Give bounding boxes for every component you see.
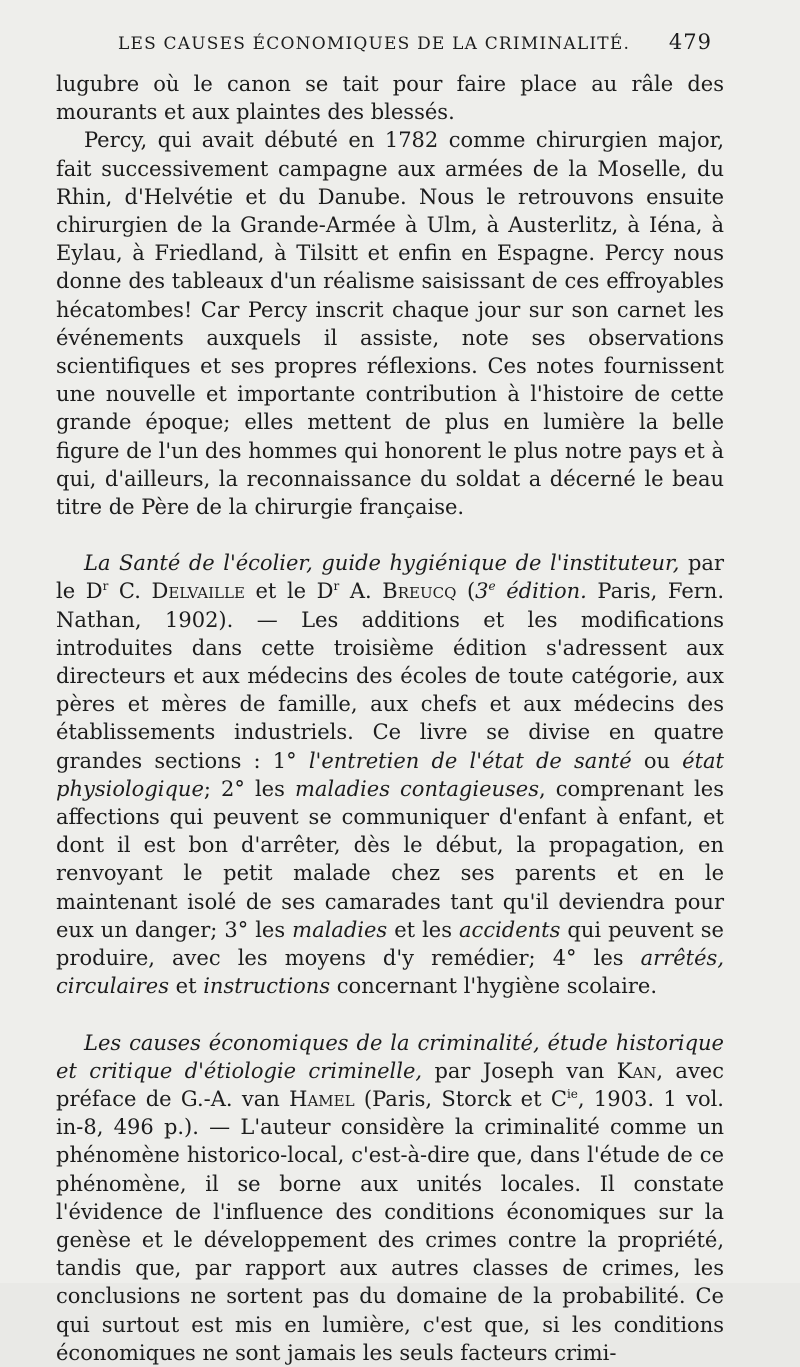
paragraph-continuation: lugubre où le canon se tait pour faire place au râle des mourants et aux plaintes des blessés. [56,72,724,125]
review-text: Paris, Fern. Nathan, 1902). — Les additions et les modifications introduites dans cette troisième édition s'adressent aux directeurs et aux médecins des écoles de toute catégorie, aux pères et mères de famille, aux chefs et aux médecins des établissements industriels. Ce livre se divise en quatre grandes sections : 1° [56,579,724,773]
review-text: et le D [244,579,334,604]
italic-term: état physiologique [56,748,724,801]
superscript: r [102,579,109,594]
italic-term: accidents [459,917,561,942]
review-text: ou [631,748,683,773]
review-text: , comprenant les affections qui peuvent se communiquer d'enfant à enfant, et dont il est bon d'arrêter, dès le début, la propagation, en renvoyant le petit malade chez ses parents et en le maintenant isolé de ses camarades tant qu'il deviendra pour eux un danger; 3° les [56,776,724,942]
author-name: Hamel [289,1086,355,1111]
book-title: Les causes économiques de la criminalité, étude historique et critique d'étiologie criminelle, [56,1030,724,1083]
review-text: (Paris, Storck et C [354,1086,567,1111]
review-text: C. [108,579,152,604]
paragraph-percy: Percy, qui avait débuté en 1782 comme chirurgien major, fait successivement campagne aux armées de la Moselle, du Rhin, d'Helvétie et du Danube. Nous le retrouvons ensuite chirurgien de la Grande-Armée à Ulm, à Austerlitz, à Iéna, à Eylau, à Friedland, à Tilsitt et enfin en Espagne. Percy nous donne des tableaux d'un réalisme saisissant de ces effroyables hécatombes! Car Percy inscrit chaque jour sur son carnet les événements auxquels il assiste, note ses observations scientifiques et ses propres réflexions. Ces notes fournissent une nouvelle et importante contribution à l'histoire de cette grande époque; elles mettent de plus en lumière la belle figure de l'un des hommes qui honorent le plus notre pays et à qui, d'ailleurs, la reconnaissance du soldat a décerné le beau titre de Père de la chirurgie française. [56,128,724,520]
running-head [118,30,712,58]
page-body [56,70,724,1367]
section-gap [56,521,724,549]
italic-term: l'entretien de l'état de santé [308,748,632,773]
review-text: et [169,974,204,999]
review-text: par le D [56,551,724,604]
review-text: , avec préface de G.-A. van [56,1058,724,1111]
superscript: e [488,579,496,594]
review-causes-economiques [56,1029,724,1367]
book-title: La Santé de l'écolier, guide hygiénique de l'instituteur, [84,551,680,576]
edition-number: 3 [475,579,489,604]
italic-term: maladies [292,917,388,942]
italic-term: maladies contagieuses [294,776,540,801]
review-text: par Joseph van [422,1058,617,1083]
edition-word: édition. [495,579,587,604]
italic-term: arrêtés, circulaires [56,946,724,999]
review-sante-ecolier [56,549,724,1000]
review-text: qui peuvent se produire, avec les moyens d'y remédier; 4° les [56,917,724,971]
review-text: ( [456,579,476,604]
running-title: LES CAUSES ÉCONOMIQUES DE LA CRIMINALITÉ. [118,34,631,54]
review-text: A. [339,579,383,604]
review-text: et les [387,917,460,942]
superscript: ie [566,1086,578,1101]
page-number: 479 [668,30,712,54]
section-gap [56,1001,724,1029]
review-text: , 1903. 1 vol. in-8, 496 p.). — L'auteur considère la criminalité comme un phénomène historico-local, c'est-à-dire que, dans l'étude de ce phénomène, il se borne aux unités locales. Il constate l'évidence de l'influence des conditions économiques sur la genèse et le développement des crimes contre la propriété, tandis que, par rapport aux autres classes de crimes, les conclusions ne sortent pas du domaine de la probabilité. Ce qui surtout est mis en lumière, c'est que, si les conditions économiques ne sont jamais les seuls facteurs crimi- [56,1086,724,1365]
author-name: Breucq [382,579,457,604]
author-name: Delvaille [151,579,245,604]
italic-term: instructions [203,974,331,999]
author-name: Kan [616,1058,657,1083]
review-text: ; 2° les [203,776,295,801]
review-text: concernant l'hygiène scolaire. [330,974,657,999]
superscript: r [333,579,340,594]
